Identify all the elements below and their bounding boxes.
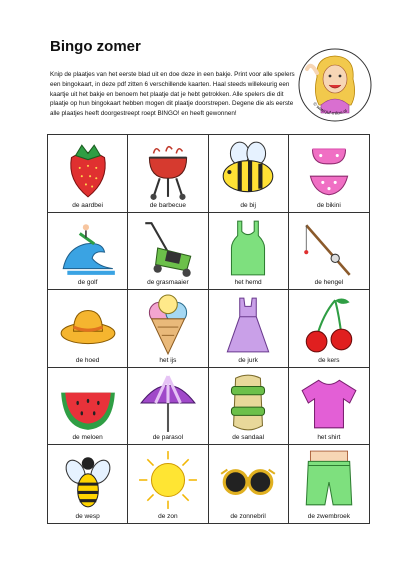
strawberry-icon: [57, 139, 119, 201]
card-label: de grasmaaier: [147, 279, 189, 287]
card-label: de barbecue: [149, 201, 186, 209]
card-hengel: [289, 213, 369, 291]
card-golf: [48, 213, 128, 291]
card-label: de hengel: [314, 279, 344, 287]
bikini-icon: [298, 139, 360, 201]
card-label: de zonnebril: [230, 512, 266, 520]
card-zonnebril: [209, 445, 289, 523]
sandal-icon: [217, 372, 279, 434]
tank-top-icon: [217, 217, 279, 279]
parasol-icon: [137, 372, 199, 434]
card-label: de hoed: [75, 356, 100, 364]
swim-trunks-icon: [298, 449, 360, 511]
card-bij: [209, 135, 289, 213]
card-zwembroek: [289, 445, 369, 523]
card-label: de jurk: [238, 356, 258, 364]
card-aardbei: [48, 135, 128, 213]
card-label: de bij: [240, 201, 256, 209]
card-label: de zwembroek: [307, 512, 351, 520]
bingo-card-grid: [47, 134, 370, 524]
cherries-icon: [298, 294, 360, 356]
card-label: de meloen: [72, 434, 103, 442]
card-shirt: [289, 368, 369, 446]
card-wesp: [48, 445, 128, 523]
watermelon-icon: [57, 372, 119, 434]
card-barbecue: [128, 135, 208, 213]
card-label: de golf: [77, 279, 98, 287]
card-hoed: [48, 290, 128, 368]
wasp-icon: [57, 449, 119, 511]
card-ijs: [128, 290, 208, 368]
card-label: de bikini: [316, 201, 341, 209]
tshirt-icon: [298, 372, 360, 434]
card-bikini: [289, 135, 369, 213]
bee-icon: [217, 139, 279, 201]
card-label: het shirt: [317, 434, 341, 442]
card-jurk: [209, 290, 289, 368]
hat-icon: [57, 294, 119, 356]
card-label: de zon: [158, 512, 178, 520]
card-parasol: [128, 368, 208, 446]
card-label: de sandaal: [232, 434, 265, 442]
ice-cream-icon: [137, 294, 199, 356]
wave-icon: [57, 217, 119, 279]
card-label: de kers: [318, 356, 340, 364]
card-label: het hemd: [234, 279, 262, 287]
juf-milou-logo: [297, 47, 373, 127]
card-sandaal: [209, 368, 289, 446]
card-hemd: [209, 213, 289, 291]
fishing-rod-icon: [298, 217, 360, 279]
logo-url-text: © www.juf-milou.nl: [312, 101, 348, 116]
card-label: het ijs: [159, 356, 177, 364]
card-grasmaaier: [128, 213, 208, 291]
dress-icon: [217, 294, 279, 356]
card-label: de parasol: [152, 434, 184, 442]
card-zon: [128, 445, 208, 523]
sunglasses-icon: [217, 449, 279, 511]
barbecue-icon: [137, 139, 199, 201]
page-title: Bingo zomer: [50, 38, 141, 55]
card-label: de wesp: [75, 512, 100, 520]
card-label: de aardbei: [72, 201, 103, 209]
sun-icon: [137, 449, 199, 511]
card-kers: [289, 290, 369, 368]
instructions-text: Knip de plaatjes van het eerste blad uit en doe deze in een bakje. Print voor alle spelers een bingokaart, in deze pdf zitten 6 verschillende kaarten. Haal steeds willekeurig een kaartje uit het bakje en benoem het plaatje dat je hebt getrokken. Alle spelers die dit plaatje op hun bingokaart hebben mogen dit plaatje doorstrepen. Degene die als eerste alle plaatjes heeft doorgestreept roept BINGO! en heeft gewonnen!: [50, 71, 295, 118]
card-meloen: [48, 368, 128, 446]
lawnmower-icon: [137, 217, 199, 279]
